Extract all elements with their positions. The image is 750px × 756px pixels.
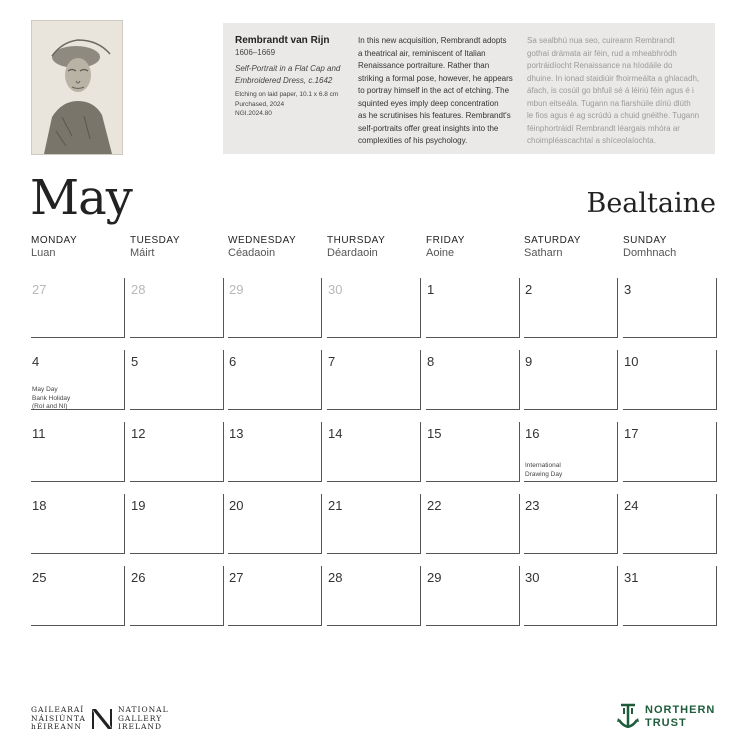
- calendar-day-cell: [327, 278, 421, 338]
- calendar-day-cell: [524, 278, 618, 338]
- description-line: portráidíocht Renaissance na hIodáile do: [527, 61, 673, 70]
- description-line: squinted eyes imply deep concentration: [358, 98, 499, 108]
- calendar-day-cell: [31, 494, 125, 554]
- description-line: Sa sealbhú nua seo, cuireann Rembrandt: [527, 36, 675, 45]
- calendar-day-cell: [426, 350, 520, 410]
- artwork-title-line: Embroidered Dress, c.1642: [235, 76, 333, 85]
- description-line: dhuine. In ionad staidiúir fhoirmeálta a ghlacadh,: [527, 73, 700, 83]
- weekday-irish: Satharn: [524, 247, 563, 259]
- rembrandt-etching-image: [32, 21, 122, 154]
- logo-text-line: GAILEARAÍ: [31, 705, 85, 714]
- description-line: choimpléascachtaí a shíceolaíochta.: [527, 136, 656, 145]
- day-number: 10: [624, 354, 639, 369]
- previous-month-day-number: 29: [229, 282, 244, 297]
- weekday-irish: Céadaoin: [228, 247, 276, 259]
- logo-text-line: NÁISIÚNTA: [31, 713, 86, 723]
- calendar-day-cell: [130, 350, 224, 410]
- artwork-title: [235, 63, 353, 87]
- day-number: 30: [525, 570, 540, 585]
- description-line: as he scrutinises his features. Rembrandt's: [358, 111, 511, 120]
- calendar-day-cell: [327, 422, 421, 482]
- weekday-header: [228, 235, 296, 259]
- event-note-line: (RoI and NI): [32, 403, 68, 410]
- logo-text-line: GALLERY: [117, 713, 163, 723]
- event-note-line: May Day: [32, 386, 58, 393]
- day-number: 28: [328, 570, 343, 585]
- description-line: self-portraits offer great insights into the: [358, 123, 499, 133]
- description-line: áfach, is cosúil go bhfuil sé á léiriú féin agus é i: [527, 86, 694, 95]
- weekday-header: [130, 235, 180, 259]
- weekday-irish: Máirt: [130, 247, 155, 259]
- day-number: 26: [131, 570, 146, 585]
- calendar-day-cell: [327, 494, 421, 554]
- day-number: 17: [624, 426, 639, 441]
- calendar-day-cell: [228, 566, 322, 626]
- calendar-day-cell: [426, 494, 520, 554]
- description-line: Renaissance portraiture. Rather than: [358, 61, 490, 70]
- previous-month-day-number: 27: [32, 282, 47, 297]
- calendar-day-cell: [228, 422, 322, 482]
- calendar-day-cell: [426, 566, 520, 626]
- weekday-english: MONDAY: [31, 235, 78, 246]
- weekday-irish: Luan: [31, 247, 56, 259]
- description-line: to portray himself in the act of etching. The: [358, 86, 510, 95]
- calendar-day-cell: [524, 422, 618, 482]
- weekday-header: [426, 235, 465, 259]
- description-line: In this new acquisition, Rembrandt adopts: [358, 36, 507, 45]
- event-note-line: Drawing Day: [525, 470, 563, 478]
- ngi-monogram-icon: [90, 707, 114, 731]
- calendar-day-cell: [130, 278, 224, 338]
- calendar-day-cell: [327, 566, 421, 626]
- weekday-header: [623, 235, 676, 259]
- calendar-day-cell: [31, 278, 125, 338]
- artwork-medium: [235, 90, 355, 119]
- weekday-english: FRIDAY: [426, 235, 465, 246]
- artwork-thumbnail: [31, 20, 123, 155]
- day-number: 8: [427, 354, 435, 369]
- artist-name: Rembrandt van Rijn: [235, 35, 330, 46]
- description-line: gothaí drámata air féin, rud a mheabhródh: [527, 48, 677, 58]
- day-number: 6: [229, 354, 237, 369]
- calendar-day-cell: [623, 422, 717, 482]
- artist-dates: 1606–1669: [235, 48, 276, 57]
- northern-trust-name: [645, 704, 715, 730]
- day-number: 5: [131, 354, 139, 369]
- weekday-irish: Domhnach: [623, 247, 677, 259]
- day-event-note: [525, 462, 613, 479]
- calendar-day-cell: [31, 422, 125, 482]
- previous-month-day-number: 30: [328, 282, 343, 297]
- event-note-line: International: [525, 462, 561, 469]
- medium-line: Purchased, 2024: [235, 100, 285, 108]
- day-number: 2: [525, 282, 533, 297]
- description-english: [358, 35, 524, 148]
- northern-trust-logo: [617, 702, 715, 732]
- day-number: 16: [525, 426, 540, 441]
- weekday-irish: Aoine: [426, 247, 455, 259]
- calendar-day-cell: [327, 350, 421, 410]
- day-number: 12: [131, 426, 146, 441]
- description-irish: [527, 35, 709, 148]
- calendar-day-cell: [426, 278, 520, 338]
- calendar-day-cell: [524, 350, 618, 410]
- medium-line: NGI.2024.80: [235, 110, 272, 117]
- description-line: a theatrical air, reminiscent of Italian: [358, 48, 486, 58]
- previous-month-day-number: 28: [131, 282, 146, 297]
- day-number: 19: [131, 498, 146, 513]
- day-number: 18: [32, 498, 47, 513]
- national-gallery-ireland-logo: [31, 706, 169, 732]
- day-number: 3: [624, 282, 632, 297]
- day-number: 23: [525, 498, 540, 513]
- calendar-day-cell: [623, 494, 717, 554]
- description-line: le fios agus é ag scrúdú a chuid gnéithe. Tugann: [527, 111, 700, 120]
- day-number: 29: [427, 570, 442, 585]
- calendar-day-cell: [623, 278, 717, 338]
- northern-trust-anchor-icon: [617, 702, 639, 732]
- day-number: 24: [624, 498, 639, 513]
- ngi-english-name: [118, 706, 169, 732]
- logo-text-line: hÉIREANN: [31, 722, 82, 731]
- day-number: 14: [328, 426, 343, 441]
- artwork-info-panel: [223, 23, 715, 154]
- calendar-day-cell: [130, 422, 224, 482]
- weekday-header: [524, 235, 581, 259]
- calendar-day-cell: [130, 494, 224, 554]
- month-title-english: May: [30, 170, 132, 226]
- calendar-day-cell: [524, 494, 618, 554]
- description-line: complexities of his psychology.: [358, 136, 468, 145]
- day-number: 7: [328, 354, 336, 369]
- ngi-irish-name: [31, 706, 86, 732]
- day-number: 25: [32, 570, 47, 585]
- weekday-english: SUNDAY: [623, 235, 667, 246]
- day-number: 20: [229, 498, 244, 513]
- month-title-irish: Bealtaine: [586, 188, 716, 219]
- calendar-day-cell: [426, 422, 520, 482]
- calendar-day-cell: [524, 566, 618, 626]
- weekday-irish: Déardaoin: [327, 247, 378, 259]
- logo-text-line: TRUST: [645, 717, 687, 729]
- day-number: 21: [328, 498, 343, 513]
- event-note-line: Bank Holiday: [32, 394, 71, 402]
- day-number: 27: [229, 570, 244, 585]
- weekday-english: WEDNESDAY: [228, 235, 297, 246]
- calendar-day-cell: [228, 278, 322, 338]
- weekday-header: [327, 235, 385, 259]
- calendar-day-cell: [623, 350, 717, 410]
- description-line: mbun eitseála. Tugann na fiarshúile díriú dlúth: [527, 98, 691, 108]
- medium-line: Etching on laid paper, 10.1 x 6.8 cm: [235, 91, 339, 98]
- day-number: 22: [427, 498, 442, 513]
- day-number: 13: [229, 426, 244, 441]
- calendar-day-cell: [228, 350, 322, 410]
- day-number: 31: [624, 570, 639, 585]
- description-line: striking a formal pose, however, he appears: [358, 73, 513, 83]
- day-number: 4: [32, 354, 40, 369]
- calendar-day-cell: [31, 566, 125, 626]
- day-number: 9: [525, 354, 533, 369]
- day-number: 15: [427, 426, 442, 441]
- weekday-english: TUESDAY: [130, 235, 180, 246]
- logo-text-line: NATIONAL: [117, 705, 169, 714]
- weekday-english: SATURDAY: [524, 235, 581, 246]
- calendar-day-cell: [31, 350, 125, 410]
- calendar-day-cell: [623, 566, 717, 626]
- calendar-day-cell: [228, 494, 322, 554]
- day-number: 11: [32, 426, 46, 441]
- day-event-note: [32, 386, 120, 412]
- description-line: féinphortráidí Rembrandt léargais mhóra ar: [527, 123, 680, 133]
- artwork-title-line: Self-Portrait in a Flat Cap and: [235, 64, 341, 73]
- calendar-day-cell: [130, 566, 224, 626]
- weekday-english: THURSDAY: [327, 235, 386, 246]
- logo-text-line: NORTHERN: [645, 704, 716, 716]
- logo-text-line: IRELAND: [117, 722, 162, 731]
- weekday-header: [31, 235, 77, 259]
- day-number: 1: [427, 282, 435, 297]
